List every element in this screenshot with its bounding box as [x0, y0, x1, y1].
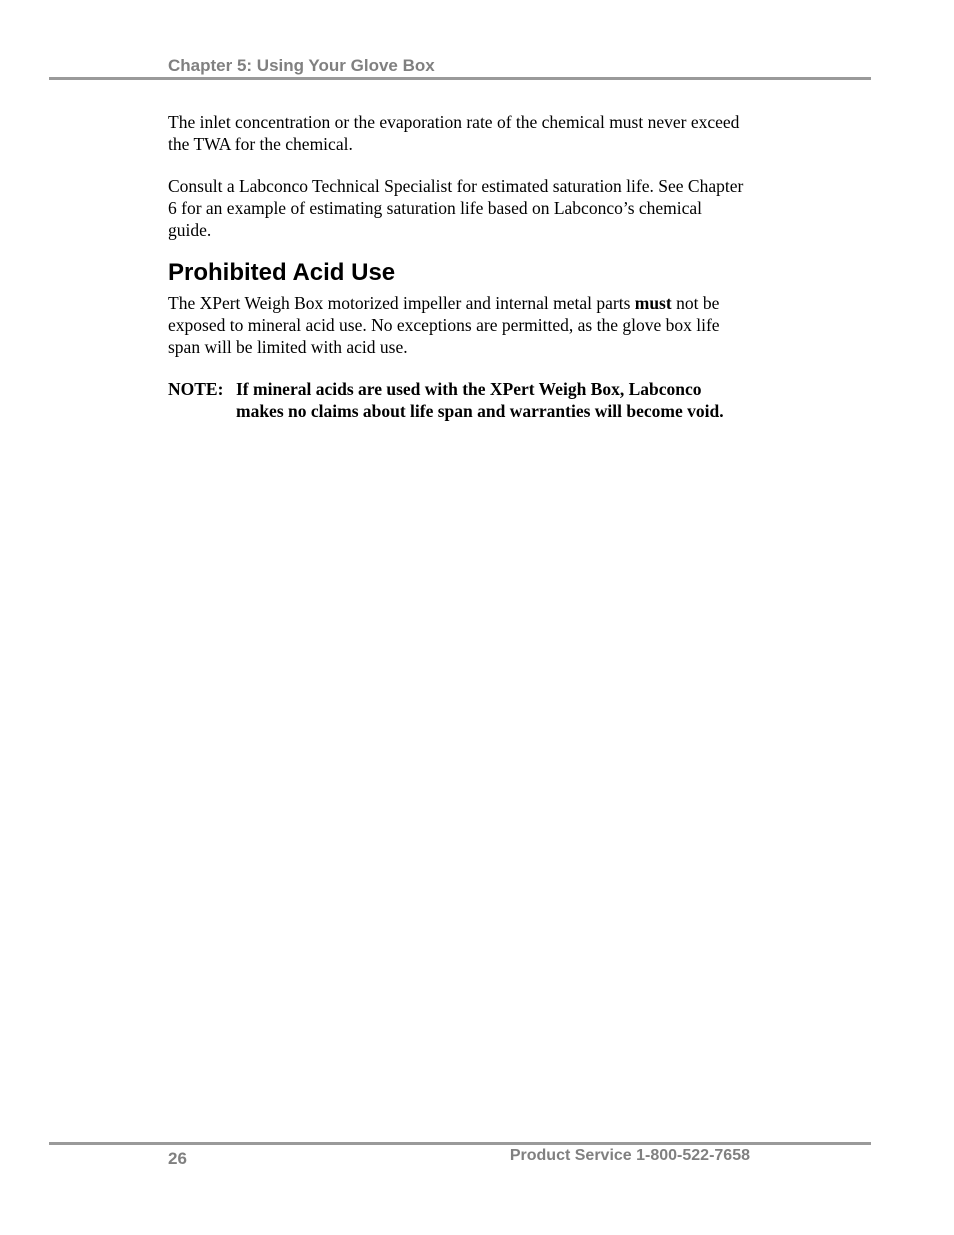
emphasis-must: must: [634, 293, 672, 313]
page-number: 26: [168, 1149, 187, 1168]
note-block: [168, 379, 748, 423]
paragraph-inlet-concentration: [168, 112, 748, 156]
paragraph-consult-specialist: [168, 176, 748, 241]
paragraph-text: The inlet concentration or the evaporation rate of the chemical must never exceed the TWA for the chemical.: [168, 112, 740, 154]
paragraph-text-end: not be exposed to mineral acid use. No exceptions are permitted, as the glove box life span will be limited with acid use.: [168, 293, 720, 357]
product-service-phone: Product Service 1-800-522-7658: [509, 1147, 750, 1164]
section-heading: Prohibited Acid Use: [168, 259, 396, 286]
paragraph-text: [168, 293, 748, 358]
note-text: If mineral acids are used with the XPert Weigh Box, Labconco makes no claims about life span and warranties will become void.: [236, 379, 724, 421]
footer-rule: [49, 1142, 871, 1145]
paragraph-acid-use: [168, 293, 748, 358]
header-rule: [49, 77, 871, 80]
note-label: NOTE:: [168, 379, 224, 399]
paragraph-text: Consult a Labconco Technical Specialist for estimated saturation life. See Chapter 6 for an example of estimating saturation life based on Labconco’s chemical guide.: [168, 176, 744, 240]
chapter-header: Chapter 5: Using Your Glove Box: [168, 56, 435, 75]
paragraph-text-start: The XPert Weigh Box motorized impeller and internal metal parts: [168, 293, 635, 313]
